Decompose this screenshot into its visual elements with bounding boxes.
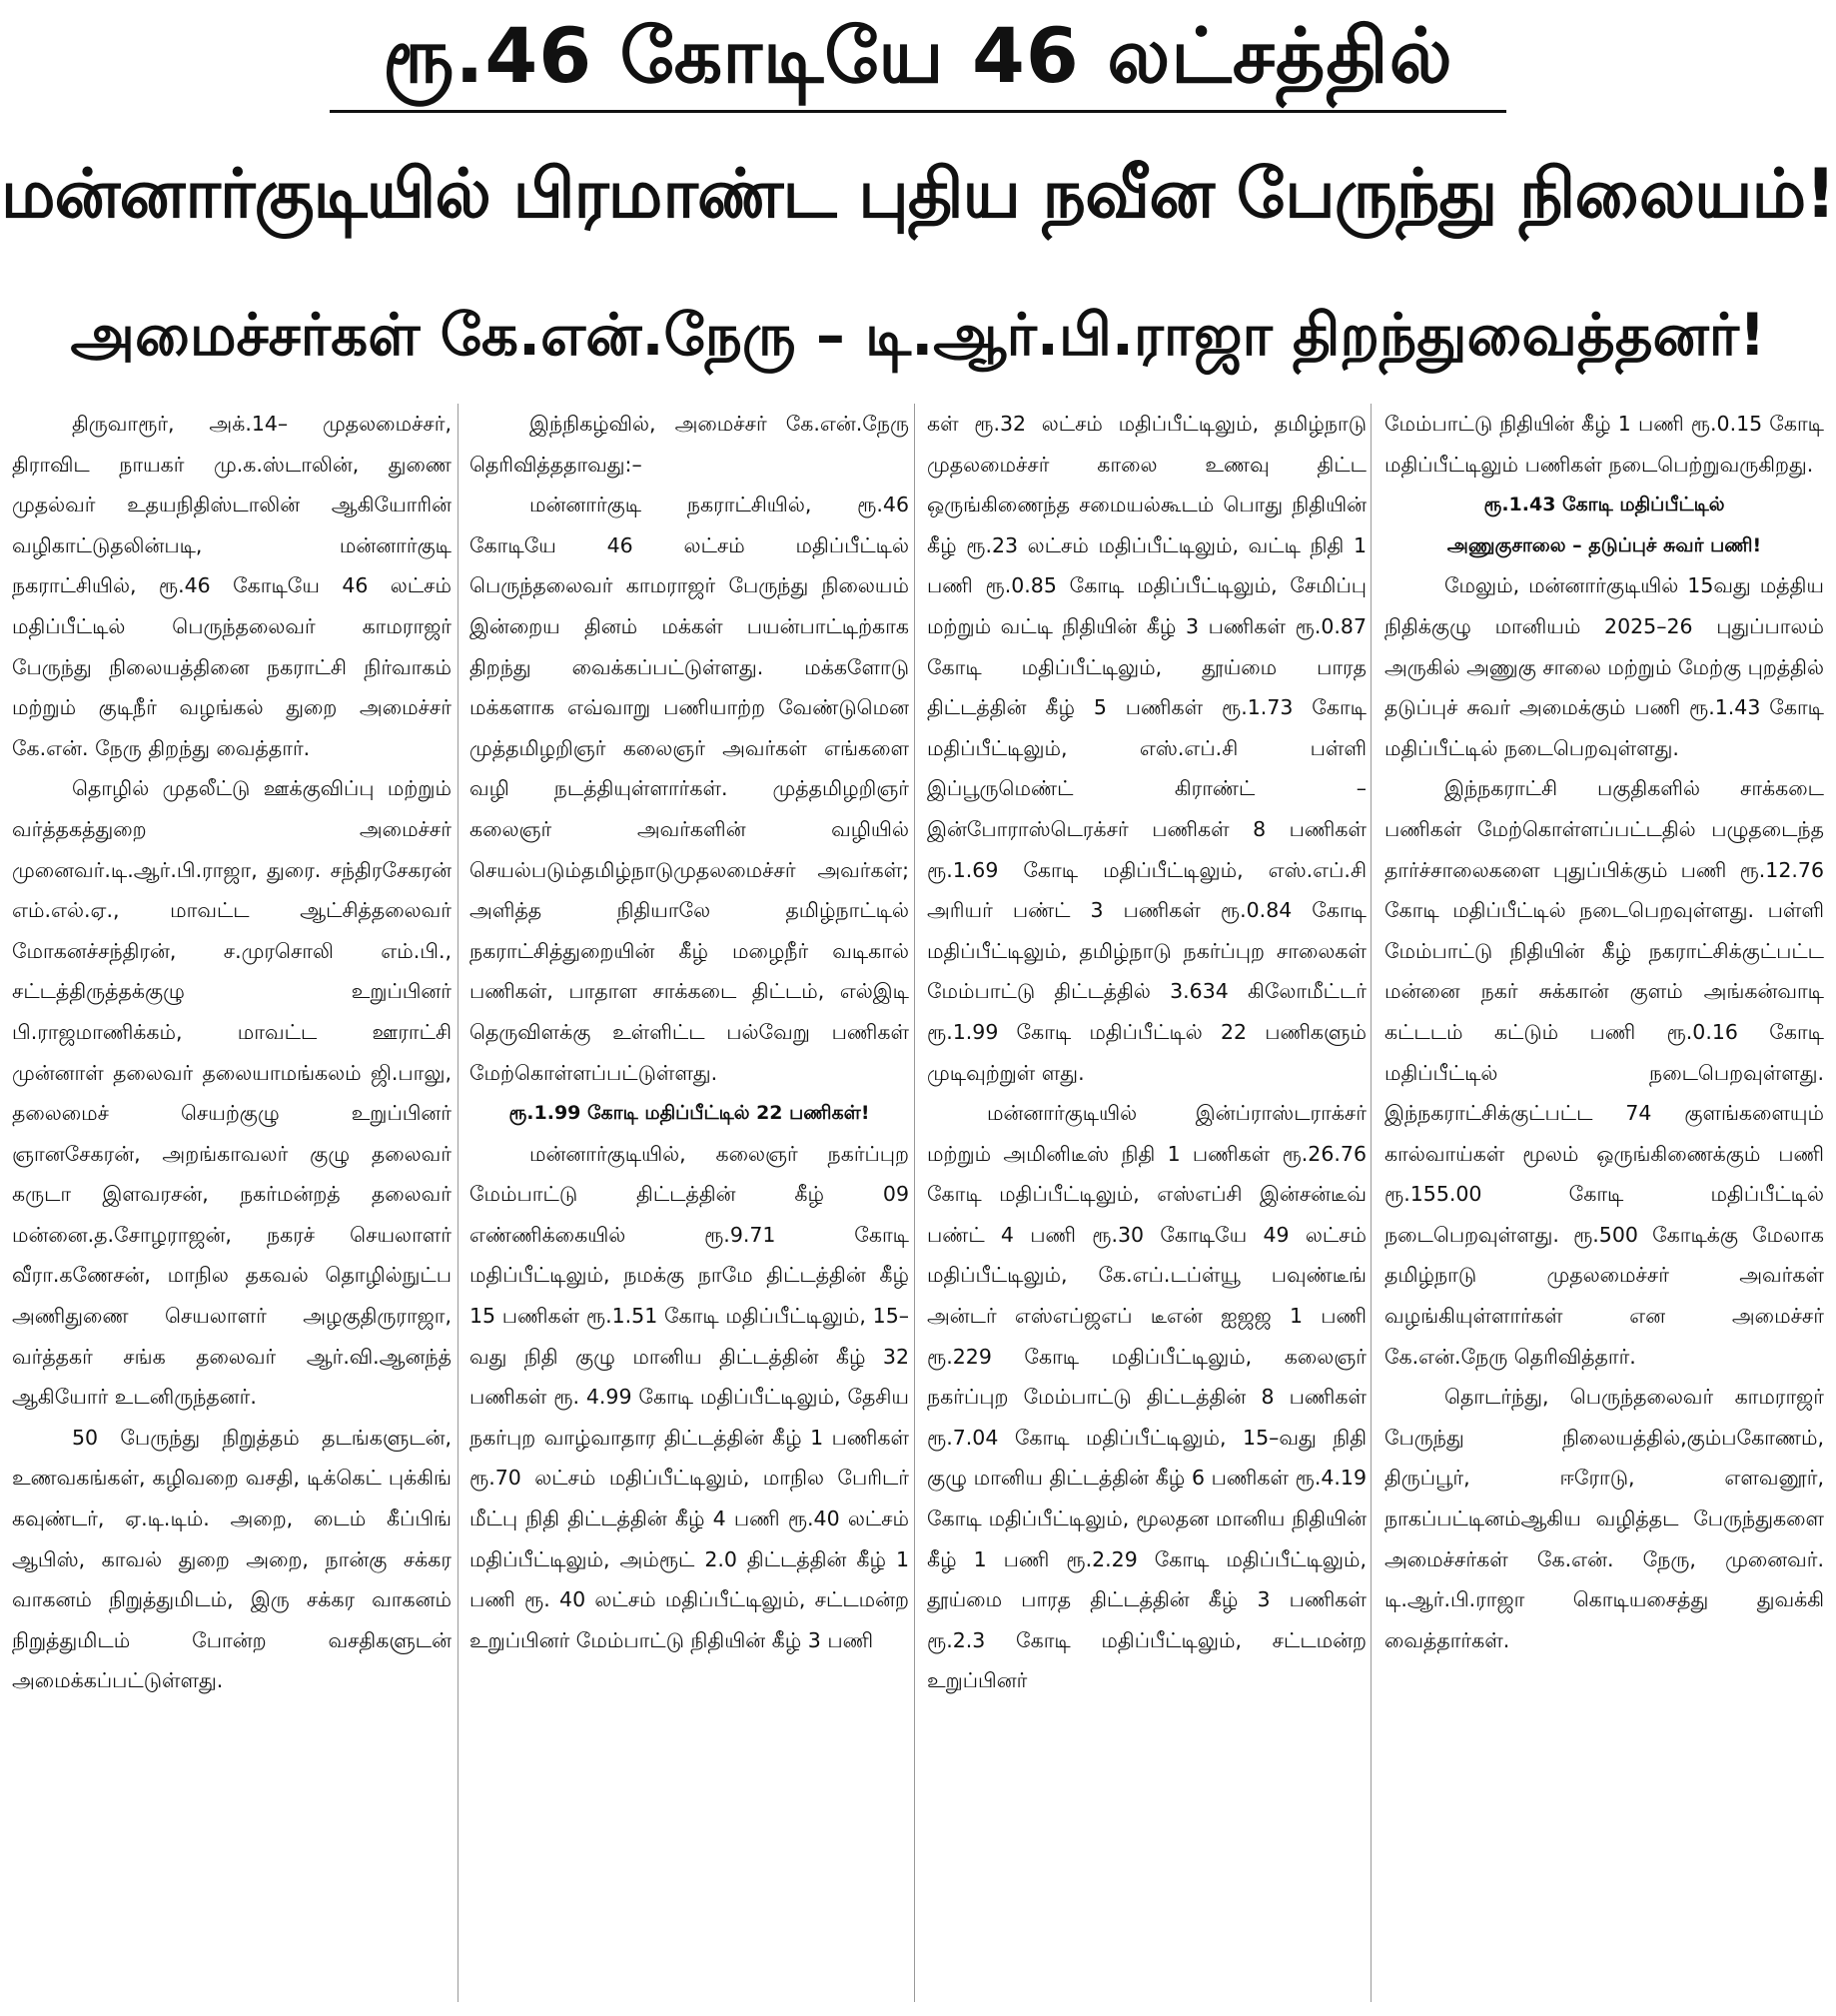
article-column-4 xyxy=(1384,404,1824,2007)
paragraph: மன்னார்குடியில், கலைஞர் நகர்ப்புற மேம்பாட்டு திட்டத்தின் கீழ் 09 எண்ணிக்கையில் ரூ.9.71 கோடி மதிப்பீட்டிலும், நமக்கு நாமே திட்டத்தின் கீழ் 15 பணிகள் ரூ.1.51 கோடி மதிப்பீட்டிலும், 15–வது நிதி குழு மானிய திட்டத்தின் கீழ் 32 பணிகள் ரூ. 4.99 கோடி மதிப்பீட்டிலும், தேசிய நகர்புற வாழ்வாதார திட்டத்தின் கீழ் 1 பணிகள் ரூ.70 லட்சம் மதிப்பீட்டிலும், மாநில பேரிடர் மீட்பு நிதி திட்டத்தின் கீழ் 4 பணி ரூ.40 லட்சம் மதிப்பீட்டிலும், அம்ரூட் 2.0 திட்டத்தின் கீழ் 1 பணி ரூ. 40 லட்சம் மதிப்பீட்டிலும், சட்டமன்ற உறுப்பினர் மேம்பாட்டு நிதியின் கீழ் 3 பணி xyxy=(469,1141,909,1652)
section-subheading: ரூ.1.99 கோடி மதிப்பீட்டில் 22 பணிகள்! xyxy=(508,1102,870,1125)
section-subheading-line-1: ரூ.1.43 கோடி மதிப்பீட்டில் xyxy=(1483,494,1725,516)
paragraph: 50 பேருந்து நிறுத்தம் தடங்களுடன், உணவகங்கள், கழிவறை வசதி, டிக்கெட் புக்கிங் கவுண்டர், ஏ.டி.டிம். அறை, டைம் கீப்பிங் ஆபிஸ், காவல் துறை அறை, நான்கு சக்கர வாகனம் நிறுத்துமிடம், இரு சக்கர வாகனம் நிறுத்துமிடம் போன்ற வசதிகளுடன் அமைக்கப்பட்டுள்ளது. xyxy=(12,1425,452,1693)
paragraph: திருவாரூர், அக்.14– முதலமைச்சர், திராவிட நாயகர் மு.க.ஸ்டாலின், துணை முதல்வர் உதயநிதிஸ்டாலின் ஆகியோரின் வழிகாட்டுதலின்படி, மன்னார்குடி நகராட்சியில், ரூ.46 கோடியே 46 லட்சம் மதிப்பீட்டில் பெருந்தலைவர் காமராஜர் பேருந்து நிலையத்தினை நகராட்சி நிர்வாகம் மற்றும் குடிநீர் வழங்கல் துறை அமைச்சர் கே.என். நேரு திறந்து வைத்தார். xyxy=(12,412,452,760)
paragraph: தொழில் முதலீட்டு ஊக்குவிப்பு மற்றும் வர்த்தகத்துறை அமைச்சர் முனைவர்.டி.ஆர்.பி.ராஜா, துரை. சந்திரசேகரன் எம்.எல்.ஏ., மாவட்ட ஆட்சித்தலைவர் மோகனச்சந்திரன், ச.முரசொலி எம்.பி., சட்டத்திருத்தக்குழு உறுப்பினர் பி.ராஜமாணிக்கம், மாவட்ட ஊராட்சி முன்னாள் தலைவர் தலையாமங்கலம் ஜி.பாலு, தலைமைச் செயற்குழு உறுப்பினர் ஞானசேகரன், அறங்காவலர் குழு தலைவர் கருடா இளவரசன், நகர்மன்றத் தலைவர் மன்னை.த.சோழராஜன், நகரச் செயலாளர் வீரா.கணேசன், மாநில தகவல் தொழில்நுட்ப அணிதுணை செயலாளர் அழகுதிருராஜா, வர்த்தகர் சங்க தலைவர் ஆர்.வி.ஆனந்த் ஆகியோர் உடனிருந்தனர். xyxy=(12,776,452,1410)
article-kicker: ரூ.46 கோடியே 46 லட்சத்தில் xyxy=(383,11,1453,100)
article-column-3 xyxy=(927,404,1367,2007)
paragraph-continued: மேம்பாட்டு நிதியின் கீழ் 1 பணி ரூ.0.15 கோடி மதிப்பீட்டிலும் பணிகள் நடைபெற்றுவருகிறது. xyxy=(1384,412,1824,477)
article-column-1 xyxy=(12,404,452,2007)
article-subheadline: அமைச்சர்கள் கே.என்.நேரு – டி.ஆர்.பி.ராஜா திறந்துவைத்தனர்! xyxy=(70,301,1766,369)
paragraph: இந்நகராட்சி பகுதிகளில் சாக்கடை பணிகள் மேற்கொள்ளப்பட்டதில் பழுதடைந்த தார்ச்சாலைகளை புதுப்பிக்கும் பணி ரூ.12.76 கோடி மதிப்பீட்டில் நடைபெறவுள்ளது. பள்ளி மேம்பாட்டு நிதியின் கீழ் நகராட்சிக்குட்பட்ட மன்னை நகர் சுக்கான் குளம் அங்கன்வாடி கட்டடம் கட்டும் பணி ரூ.0.16 கோடி மதிப்பீட்டில் நடைபெறவுள்ளது. இந்நகராட்சிக்குட்பட்ட 74 குளங்களையும் கால்வாய்கள் மூலம் ஒருங்கிணைக்கும் பணி ரூ.155.00 கோடி மதிப்பீட்டில் நடைபெறவுள்ளது. ரூ.500 கோடிக்கு மேலாக தமிழ்நாடு முதலமைச்சர் அவர்கள் வழங்கியுள்ளார்கள் என அமைச்சர் கே.என்.நேரு தெரிவித்தார். xyxy=(1384,776,1824,1369)
article-headline: மன்னார்குடியில் பிரமாண்ட புதிய நவீன பேருந்து நிலையம்! xyxy=(0,155,1836,234)
paragraph: மன்னார்குடி நகராட்சியில், ரூ.46 கோடியே 46 லட்சம் மதிப்பீட்டில் பெருந்தலைவர் காமராஜர் பேருந்து நிலையம் இன்றைய தினம் மக்கள் பயன்பாட்டிற்காக திறந்து வைக்கப்பட்டுள்ளது. மக்களோடு மக்களாக எவ்வாறு பணியாற்ற வேண்டுமென முத்தமிழறிஞர் கலைஞர் அவர்கள் எங்களை வழி நடத்தியுள்ளார்கள். முத்தமிழறிஞர் கலைஞர் அவர்களின் வழியில் செயல்படும்தமிழ்நாடுமுதலமைச்சர் அவர்கள்; அளித்த நிதியாலே தமிழ்நாட்டில் நகராட்சித்துறையின் கீழ் மழைநீர் வடிகால் பணிகள், பாதாள சாக்கடை திட்டம், எல்இடி தெருவிளக்கு உள்ளிட்ட பல்வேறு பணிகள் மேற்கொள்ளப்பட்டுள்ளது. xyxy=(469,493,909,1085)
article-body xyxy=(12,404,1824,2007)
paragraph-continued: கள் ரூ.32 லட்சம் மதிப்பீட்டிலும், தமிழ்நாடு முதலமைச்சர் காலை உணவு திட்ட ஒருங்கிணைந்த சமையல்கூடம் பொது நிதியின் கீழ் ரூ.23 லட்சம் மதிப்பீட்டிலும், வட்டி நிதி 1 பணி ரூ.0.85 கோடி மதிப்பீட்டிலும், சேமிப்பு மற்றும் வட்டி நிதியின் கீழ் 3 பணிகள் ரூ.0.87 கோடி மதிப்பீட்டிலும், தூய்மை பாரத திட்டத்தின் கீழ் 5 பணிகள் ரூ.1.73 கோடி மதிப்பீட்டிலும், எஸ்.எப்.சி பள்ளி இப்பூருமெண்ட் கிராண்ட் – இன்போராஸ்டெரக்சர் பணிகள் 8 பணிகள் ரூ.1.69 கோடி மதிப்பீட்டிலும், எஸ்.எப்.சி அரியர் பண்ட் 3 பணிகள் ரூ.0.84 கோடி மதிப்பீட்டிலும், தமிழ்நாடு நகர்ப்புற சாலைகள் மேம்பாட்டு திட்டத்தில் 3.634 கிலோமீட்டர் ரூ.1.99 கோடி மதிப்பீட்டில் 22 பணிகளும் முடிவுற்றுள் ளது. xyxy=(927,412,1367,1085)
paragraph: மன்னார்குடியில் இன்ப்ராஸ்டராக்சர் மற்றும் அமினிடீஸ் நிதி 1 பணிகள் ரூ.26.76 கோடி மதிப்பீட்டிலும், எஸ்எப்சி இன்சன்டீவ் பண்ட் 4 பணி ரூ.30 கோடியே 49 லட்சம் மதிப்பீட்டிலும், கே.எப்.டப்ள்யூ பவுண்டீங் அன்டர் எஸ்எப்ஜஎப் டீஎன் ஐஜஜ 1 பணி ரூ.229 கோடி மதிப்பீட்டிலும், கலைஞர் நகர்ப்புற மேம்பாட்டு திட்டத்தின் 8 பணிகள் ரூ.7.04 கோடி மதிப்பீட்டிலும், 15–வது நிதி குழு மானிய திட்டத்தின் கீழ் 6 பணிகள் ரூ.4.19 கோடி மதிப்பீட்டிலும், மூலதன மானிய நிதியின் கீழ் 1 பணி ரூ.2.29 கோடி மதிப்பீட்டிலும், தூய்மை பாரத திட்டத்தின் கீழ் 3 பணிகள் ரூ.2.3 கோடி மதிப்பீட்டிலும், சட்டமன்ற உறுப்பினர் xyxy=(927,1101,1367,1693)
kicker-underline xyxy=(330,110,1506,113)
paragraph: தொடர்ந்து, பெருந்தலைவர் காமராஜர் பேருந்து நிலையத்தில்,கும்பகோணம், திருப்பூர், ஈரோடு, எளவனூர், நாகப்பட்டினம்ஆகிய வழித்தட பேருந்துகளை அமைச்சர்கள் கே.என். நேரு, முனைவர். டி.ஆர்.பி.ராஜா கொடியசைத்து துவக்கி வைத்தார்கள். xyxy=(1384,1385,1824,1652)
paragraph: மேலும், மன்னார்குடியில் 15வது மத்திய நிதிக்குழு மானியம் 2025–26 புதுப்பாலம் அருகில் அணுகு சாலை மற்றும் மேற்கு புறத்தில் தடுப்புச் சுவர் அமைக்கும் பணி ரூ.1.43 கோடி மதிப்பீட்டில் நடைபெறவுள்ளது. xyxy=(1384,573,1824,760)
article-column-2 xyxy=(469,404,909,2007)
section-subheading-line-2: அணுகுசாலை – தடுப்புச் சுவர் பணி! xyxy=(1446,533,1762,556)
paragraph: இந்நிகழ்வில், அமைச்சர் கே.என்.நேரு தெரிவித்ததாவது:– xyxy=(469,412,909,477)
